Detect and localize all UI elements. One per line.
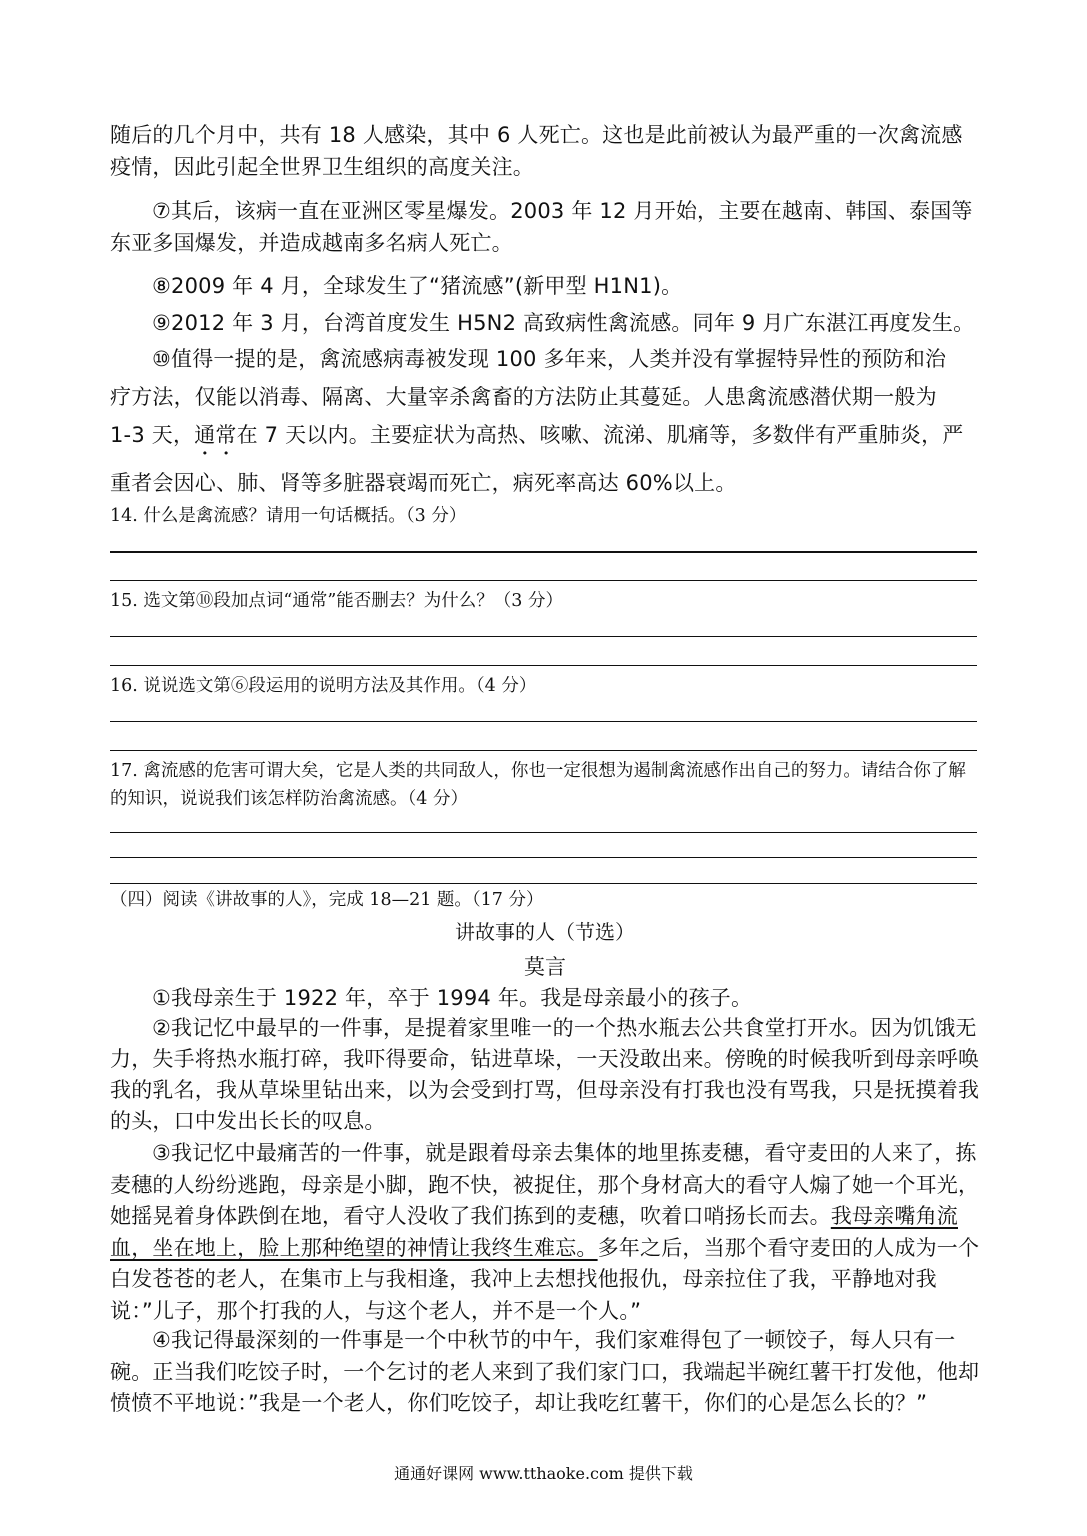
story-para4: ④我记得最深刻的一件事是一个中秋节的中午，我们家难得包了一顿饺子，每人只有一碗。正当我们吃饺子时，一个乞讨的老人来到了我们家门口，我端起半碗红薯干打发他，他却愤愤不平地说：”我是一个老人，你们吃饺子，却让我吃红薯干，你们的心是怎么长的？” [110,1328,980,1415]
story-para1: ①我母亲生于 1922 年，卒于 1994 年。我是母亲最小的孩子。 [152,986,753,1010]
para6-tail: 随后的几个月中，共有 18 人感染，其中 6 人死亡。这也是此前被认为最严重的一次禽流感疫情，因此引起全世界卫生组织的高度关注。 [110,123,963,179]
para10-line4: 重者会因心、肺、肾等多脏器衰竭而死亡，病死率高达 60%以上。 [110,471,737,495]
para8: ⑧2009 年 4 月，全球发生了“猪流感”(新甲型 H1N1)。 [152,274,683,298]
para10-line1: ⑩值得一提的是，禽流感病毒被发现 100 多年来，人类并没有掌握特异性的预防和治 [152,347,947,371]
para7: ⑦其后，该病一直在亚洲区零星爆发。2003 年 12 月开始，主要在越南、韩国、泰国等东亚多国爆发，并造成越南多名病人死亡。 [110,199,973,255]
answer-line [110,665,977,666]
section4-heading: （四）阅读《讲故事的人》，完成 18—21 题。（17 分） [110,890,544,910]
answer-line [110,580,977,581]
underlined-sentence: 我母亲嘴角流血，坐在地上，脸上那种绝望的神情让我终生难忘。 [110,1204,958,1260]
answer-line [110,750,977,751]
answer-line [110,721,977,722]
answer-line [110,636,977,637]
para10-line3 [110,420,980,460]
article-author: 莫言 [524,955,566,979]
story-para3 [110,1138,980,1327]
answer-line [110,832,977,833]
para9: ⑨2012 年 3 月，台湾首度发生 H5N2 高致病性禽流感。同年 9 月广东湛江再度发生。 [152,311,975,335]
answer-line [110,883,977,884]
question-16: 16. 说说选文第⑥段运用的说明方法及其作用。（4 分） [110,676,537,696]
story-para3-after: 多年之后，当那个看守麦田的人成为一个白发苍苍的老人，在集市上与我相逢，我冲上去想找他报仇，母亲拉住了我，平静地对我说：”儿子，那个打我的人，与这个老人，并不是一个人。” [110,1235,980,1323]
question-17: 17. 禽流感的危害可谓大矣，它是人类的共同敌人，你也一定很想为遏制禽流感作出自己的努力。请结合你了解的知识，说说我们该怎样防治禽流感。（4 分） [110,761,966,809]
footer-source: 通通好课网 www.tthaoke.com 提供下载 [394,1464,693,1483]
article-title: 讲故事的人（节选） [455,920,635,944]
para10-line3-before: 1-3 天， [110,423,195,447]
para10-line3-after: 在 7 天以内。主要症状为高热、咳嗽、流涕、肌痛等，多数伴有严重肺炎，严 [236,423,964,447]
answer-line [110,551,977,553]
story-para2: ②我记忆中最早的一件事，是提着家里唯一的一个热水瓶去公共食堂打开水。因为饥饿无力，失手将热水瓶打碎，我吓得要命，钻进草垛，一天没敢出来。傍晚的时候我听到母亲呼唤我的乳名，我从草垛里钻出来，以为会受到打骂，但母亲没有打我也没有骂我，只是抚摸着我的头，口中发出长长的叹息。 [110,1016,980,1133]
story-para3-before: ③我记忆中最痛苦的一件事，就是跟着母亲去集体的地里拣麦穗，看守麦田的人来了，拣麦穗的人纷纷逃跑，母亲是小脚，跑不快，被捉住，那个身材高大的看守人煽了她一个耳光，她摇晃着身体跌倒在地，看守人没收了我们拣到的麦穗，吹着口哨扬长而去。 [110,1141,980,1228]
para10-line2: 疗方法，仅能以消毒、隔离、大量宰杀禽畜的方法防止其蔓延。人患禽流感潜伏期一般为 [110,385,937,409]
question-15: 15. 选文第⑩段加点词“通常”能否删去？为什么？（3 分） [110,591,563,611]
dotted-word-tongchang: 通常 [194,423,237,447]
answer-line [110,857,977,858]
question-14: 14. 什么是禽流感？请用一句话概括。（3 分） [110,506,467,526]
